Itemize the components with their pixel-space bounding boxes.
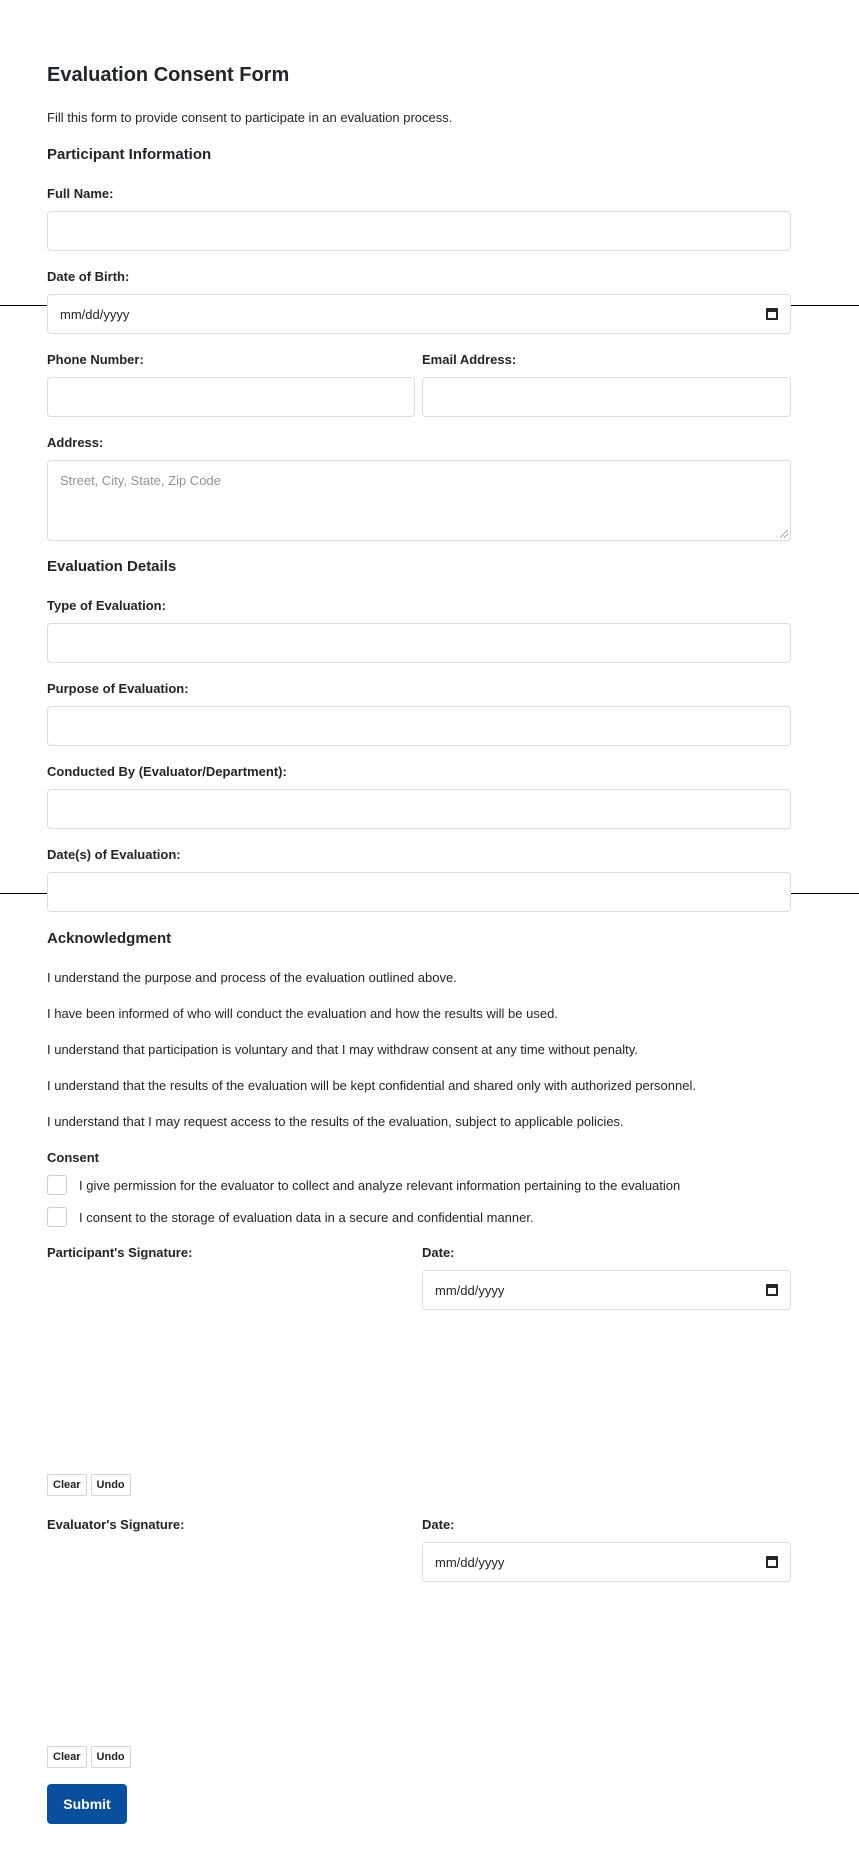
evaluator-undo-button[interactable]: Undo — [91, 1746, 131, 1768]
evaluation-dates-label: Date(s) of Evaluation: — [47, 847, 181, 862]
evaluator-signature-pad[interactable] — [47, 1540, 415, 1740]
email-input[interactable] — [422, 377, 791, 417]
evaluation-purpose-input[interactable] — [47, 706, 791, 746]
evaluator-signature-label: Evaluator's Signature: — [47, 1517, 185, 1532]
ack-statement: I understand the purpose and process of the evaluation outlined above. — [47, 970, 457, 985]
consent-option-collect[interactable] — [47, 1175, 680, 1195]
evaluation-purpose-label: Purpose of Evaluation: — [47, 681, 189, 696]
phone-input[interactable] — [47, 377, 415, 417]
resize-handle-icon[interactable] — [780, 530, 788, 538]
full-name-label: Full Name: — [47, 186, 114, 201]
submit-button[interactable]: Submit — [47, 1784, 127, 1824]
evaluator-clear-button[interactable]: Clear — [47, 1746, 87, 1768]
participant-section-heading: Participant Information — [47, 146, 212, 163]
email-label: Email Address: — [422, 352, 517, 367]
participant-signature-label: Participant's Signature: — [47, 1245, 193, 1260]
consent-heading: Consent — [47, 1150, 99, 1165]
evaluator-date-label: Date: — [422, 1517, 455, 1532]
evaluation-dates-input[interactable] — [47, 872, 791, 912]
participant-date-input[interactable] — [422, 1270, 791, 1310]
evaluator-signature-controls — [47, 1746, 131, 1768]
participant-clear-button[interactable]: Clear — [47, 1474, 87, 1496]
evaluator-date-value: mm/dd/yyyy — [435, 1554, 505, 1570]
page-title: Evaluation Consent Form — [47, 64, 290, 86]
participant-signature-controls — [47, 1474, 131, 1496]
evaluation-type-label: Type of Evaluation: — [47, 598, 166, 613]
consent-option-label: I give permission for the evaluator to collect and analyze relevant information pertaining to the evaluation — [79, 1177, 681, 1193]
evaluation-section-heading: Evaluation Details — [47, 558, 177, 575]
ack-statement: I understand that the results of the evaluation will be kept confidential and shared only with authorized personnel. — [47, 1078, 696, 1093]
participant-undo-button[interactable]: Undo — [91, 1474, 131, 1496]
conducted-by-input[interactable] — [47, 789, 791, 829]
evaluation-type-input[interactable] — [47, 623, 791, 663]
dob-label: Date of Birth: — [47, 269, 130, 284]
address-textarea[interactable] — [47, 460, 791, 541]
conducted-by-label: Conducted By (Evaluator/Department): — [47, 764, 287, 779]
participant-date-value: mm/dd/yyyy — [435, 1282, 505, 1298]
dob-input[interactable] — [47, 294, 791, 334]
ack-statement: I understand that I may request access to the results of the evaluation, subject to applicable policies. — [47, 1114, 624, 1129]
consent-option-label: I consent to the storage of evaluation data in a secure and confidential manner. — [79, 1209, 534, 1225]
full-name-input[interactable] — [47, 211, 791, 251]
calendar-icon[interactable] — [766, 308, 778, 320]
phone-label: Phone Number: — [47, 352, 144, 367]
ack-statement: I have been informed of who will conduct the evaluation and how the results will be used. — [47, 1006, 558, 1021]
calendar-icon[interactable] — [766, 1556, 778, 1568]
acknowledgment-heading: Acknowledgment — [47, 930, 172, 947]
consent-checkbox-storage[interactable] — [47, 1207, 67, 1227]
calendar-icon[interactable] — [766, 1284, 778, 1296]
dob-value: mm/dd/yyyy — [60, 306, 130, 322]
ack-statement: I understand that participation is voluntary and that I may withdraw consent at any time without penalty. — [47, 1042, 638, 1057]
participant-date-label: Date: — [422, 1245, 455, 1260]
evaluator-date-input[interactable] — [422, 1542, 791, 1582]
consent-checkbox-collect[interactable] — [47, 1175, 67, 1195]
form-description: Fill this form to provide consent to participate in an evaluation process. — [47, 110, 453, 125]
participant-signature-pad[interactable] — [47, 1268, 415, 1468]
consent-option-storage[interactable] — [47, 1207, 534, 1227]
address-label: Address: — [47, 435, 104, 450]
address-placeholder: Street, City, State, Zip Code — [60, 473, 221, 488]
